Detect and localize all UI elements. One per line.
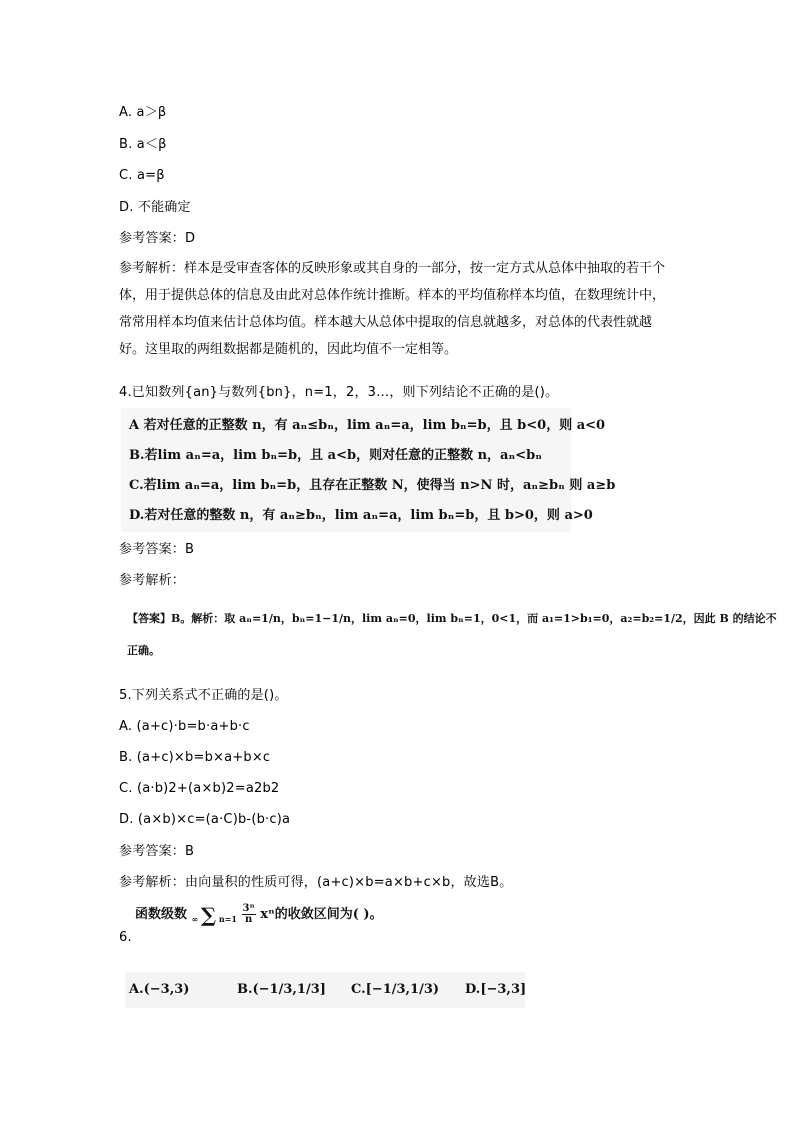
q4-options-image bbox=[121, 408, 616, 532]
q4-option-b: B.若lim aₙ=a，lim bₙ=b，且 a<b，则对任意的正整数 n，aₙ<bₙ bbox=[129, 448, 542, 463]
q6-stem-prefix: 函数级数 bbox=[135, 907, 188, 922]
q5-option-d: D. (a×b)×c=(a·C)b-(b·c)a bbox=[119, 812, 291, 827]
q3-option-a: A. a＞β bbox=[119, 105, 167, 120]
q6-frac-num: 3ⁿ bbox=[242, 903, 255, 914]
q5-stem: 5.下列关系式不正确的是()。 bbox=[119, 688, 288, 703]
q6-option-a: A.(−3,3) bbox=[129, 982, 190, 997]
q6-sum-bottom: n=1 bbox=[218, 913, 237, 924]
q6-stem-image bbox=[135, 903, 383, 925]
q6-sum-symbol bbox=[191, 902, 237, 927]
q6-frac-den: n bbox=[244, 914, 253, 925]
q4-analysis-label: 参考解析： bbox=[119, 573, 186, 588]
q4-option-c: C.若lim aₙ=a，lim bₙ=b，且存在正整数 N，使得当 n>N 时，aₙ≥bₙ 则 a≥b bbox=[129, 478, 616, 493]
q6-term: xⁿ bbox=[260, 907, 275, 922]
q3-option-b: B. a＜β bbox=[119, 137, 167, 152]
q5-option-b: B. (a+c)×b=b×a+b×c bbox=[119, 750, 271, 765]
q4-analysis-line1: 【答案】B。解析：取 aₙ=1/n，bₙ=1−1/n，lim aₙ=0，lim bₙ=1，0<1，而 a₁=1>b₁=0，a₂=b₂=1/2，因此 B 的结论不 bbox=[127, 612, 777, 625]
q6-fraction bbox=[242, 904, 256, 925]
q4-analysis-image bbox=[127, 602, 777, 664]
q3-option-d: D. 不能确定 bbox=[119, 200, 191, 215]
sigma-icon: ∑ bbox=[201, 902, 217, 927]
q5-answer: 参考答案：B bbox=[119, 844, 195, 859]
q3-answer: 参考答案：D bbox=[119, 231, 196, 246]
q5-option-a: A. (a+c)·b=b·a+b·c bbox=[119, 719, 250, 734]
q4-stem: 4.已知数列{an}与数列{bn}，n=1，2，3…，则下列结论不正确的是()。 bbox=[119, 385, 559, 400]
q6-option-d: D.[−3,3] bbox=[465, 982, 527, 997]
q6-options-image bbox=[125, 972, 525, 1008]
q6-option-b: B.(−1/3,1/3] bbox=[237, 982, 326, 997]
q5-analysis: 参考解析：由向量积的性质可得，(a+c)×b=a×b+c×b，故选B。 bbox=[119, 875, 513, 890]
q6-number: 6. bbox=[119, 930, 132, 945]
q3-option-c: C. a=β bbox=[119, 168, 165, 183]
q6-sum-top: ∞ bbox=[191, 913, 199, 924]
q3-analysis: 参考解析：样本是受审查客体的反映形象或其自身的一部分，按一定方式从总体中抽取的若干个体，用于提供总体的信息及由此对总体作统计推断。样本的平均值称样本均值，在数理统计中，常常用样本均值来估计总体均值。样本越大从总体中提取的信息就越多，对总体的代表性就越好。这里取的两组数据都是随机的，因此均值不一定相等。 bbox=[119, 261, 666, 357]
q4-option-a: A 若对任意的正整数 n，有 aₙ≤bₙ，lim aₙ=a，lim bₙ=b，且 b<0，则 a<0 bbox=[129, 418, 606, 433]
q4-answer: 参考答案：B bbox=[119, 542, 195, 557]
q4-option-d: D.若对任意的整数 n，有 aₙ≥bₙ，lim aₙ=a，lim bₙ=b，且 b>0，则 a>0 bbox=[129, 508, 593, 523]
q6-stem-suffix: 的收敛区间为( )。 bbox=[274, 907, 383, 922]
q5-option-c: C. (a·b)2+(a×b)2=a2b2 bbox=[119, 781, 280, 796]
q6-option-c: C.[−1/3,1/3) bbox=[351, 982, 440, 997]
q4-analysis-line2: 正确。 bbox=[127, 644, 160, 657]
